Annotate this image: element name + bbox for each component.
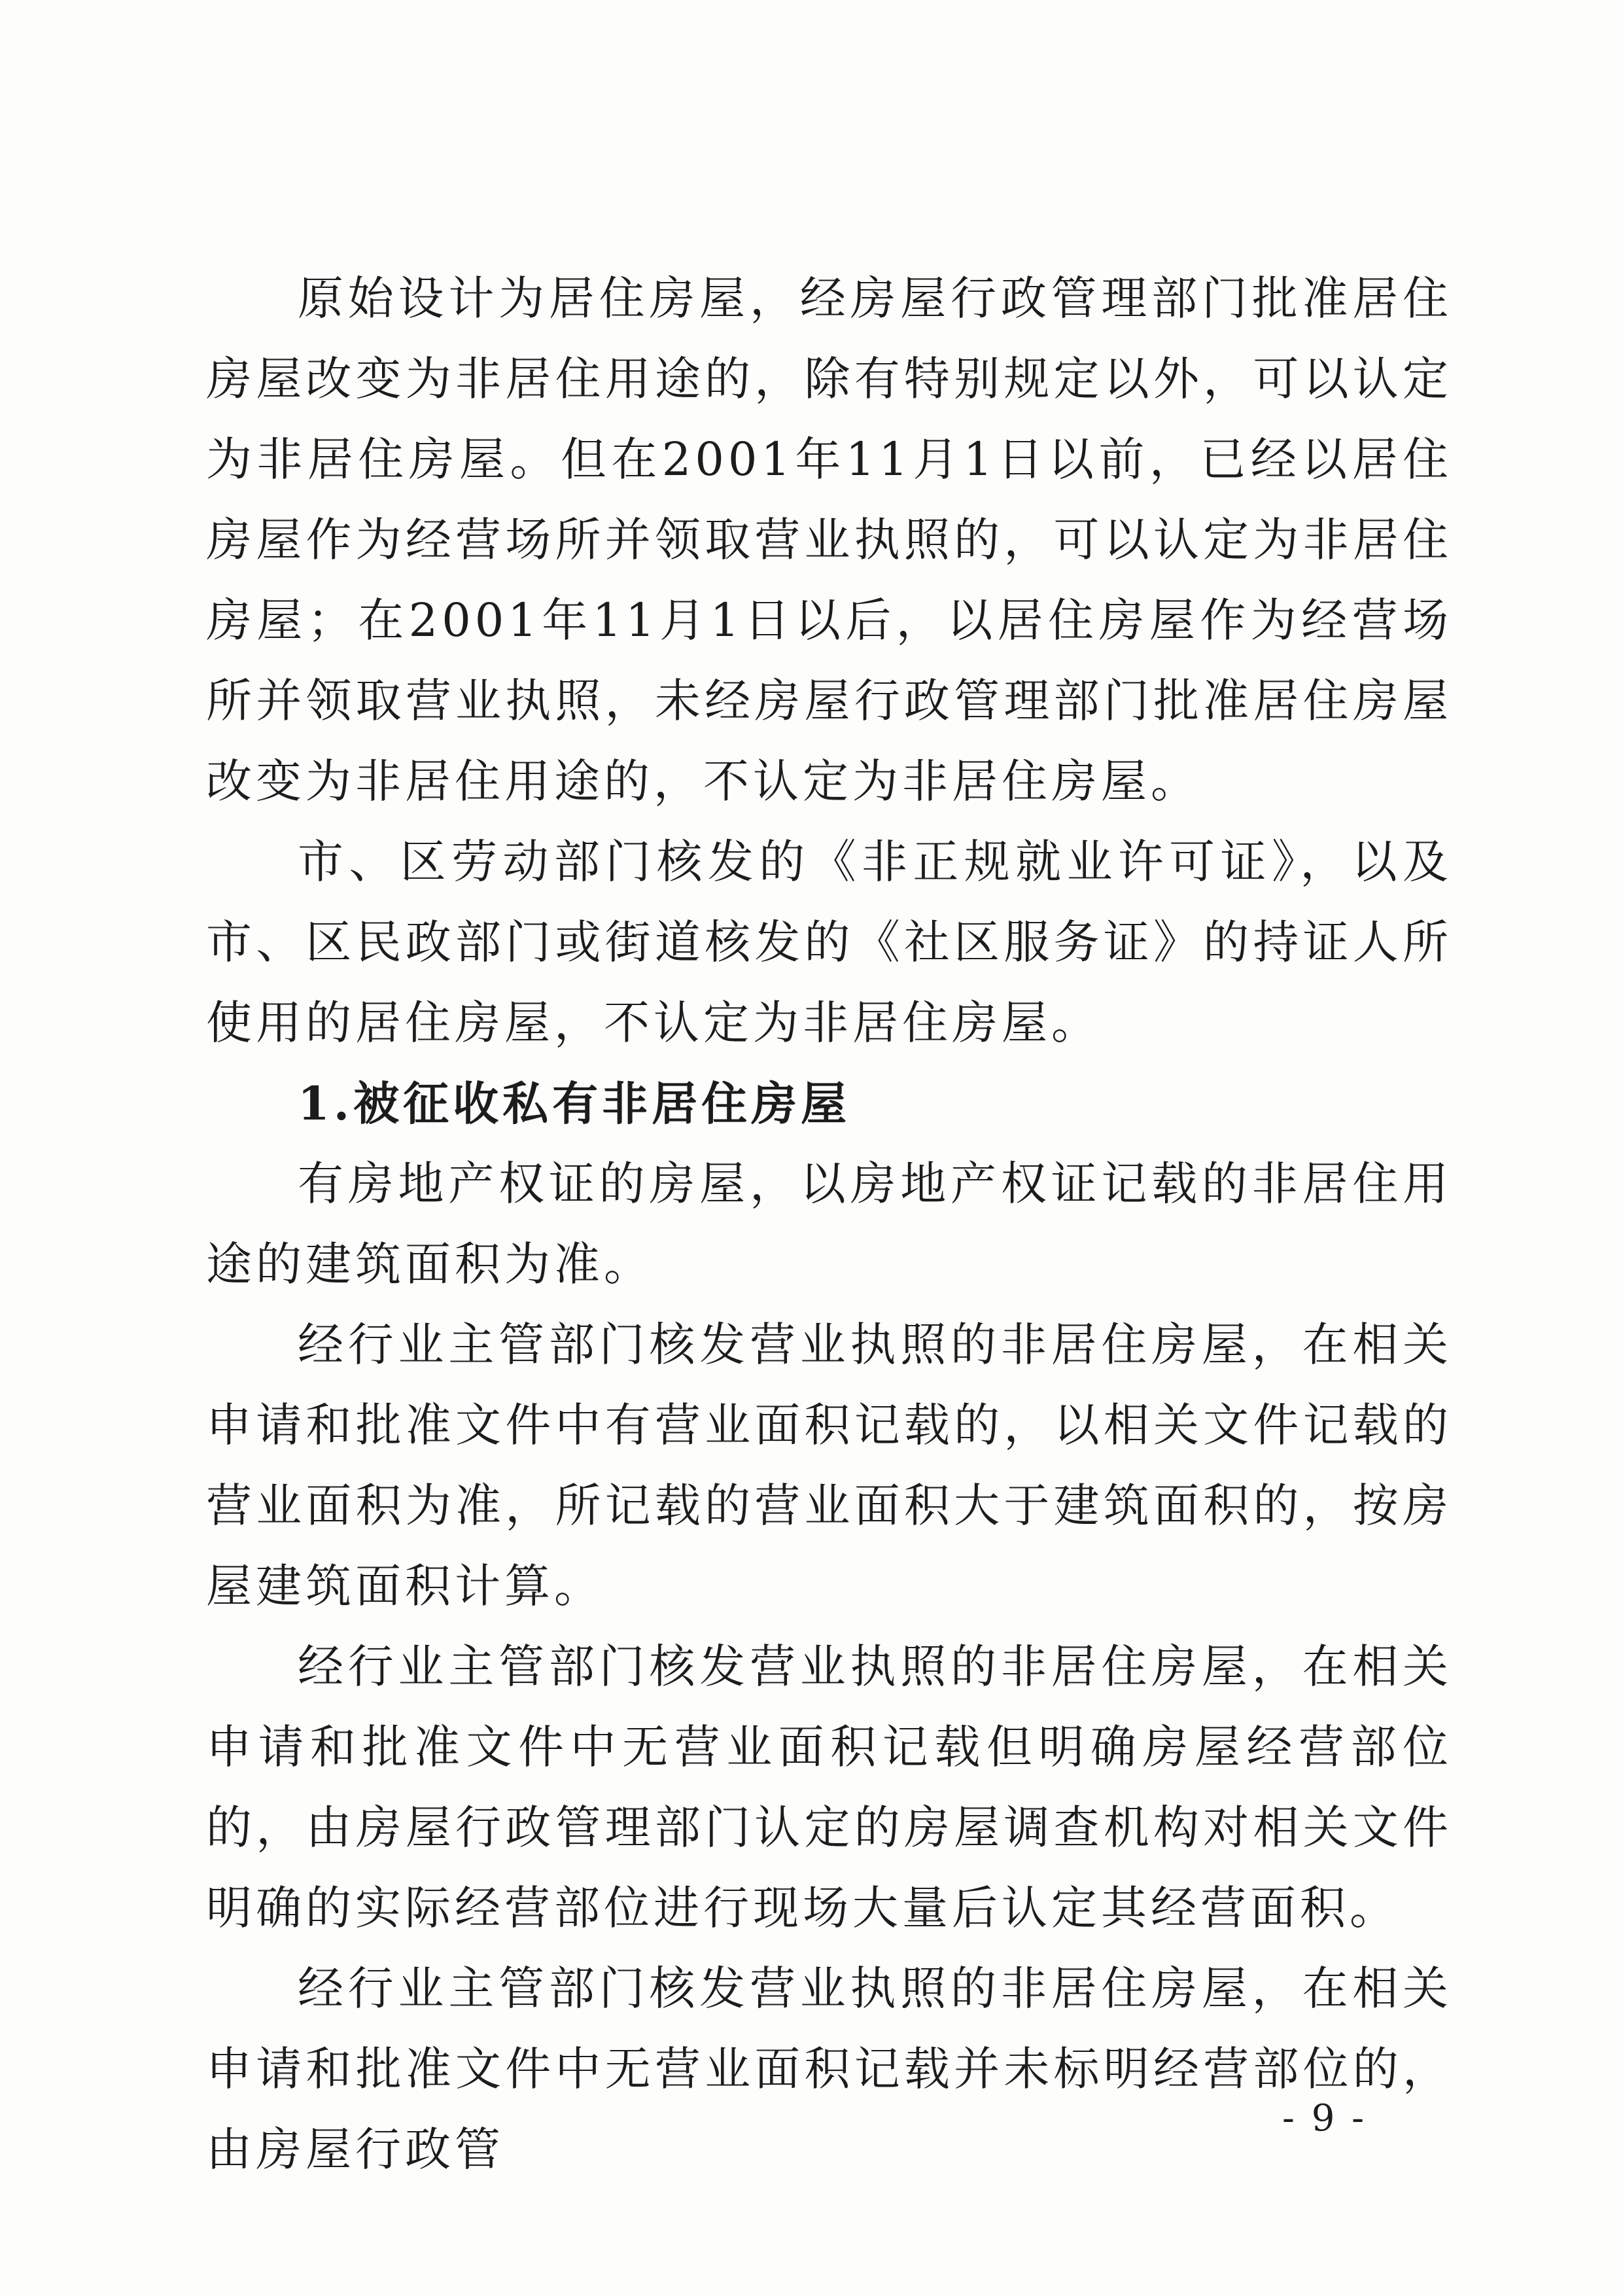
- paragraph-property-certificate: 有房地产权证的房屋，以房地产权证记载的非居住用途的建筑面积为准。: [206, 1157, 1452, 1291]
- paragraph-business-location-specified: 经行业主管部门核发营业执照的非居住房屋，在相关申请和批准文件中无营业面积记载但明确房屋经营部位的，由房屋行政管理部门认定的房屋调查机构对相关文件明确的实际经营部位进行现场大量后认定其经营面积。: [206, 1640, 1452, 1935]
- paragraph-permits: 市、区劳动部门核发的《非正规就业许可证》，以及市、区民政部门或街道核发的《社区服务证》的持证人所使用的居住房屋，不认定为非居住房屋。: [206, 835, 1452, 1050]
- section-heading: 1.被征收私有非居住房屋: [298, 1076, 851, 1131]
- document-body: [206, 258, 1452, 2190]
- paragraph-residential-conversion: 原始设计为居住房屋，经房屋行政管理部门批准居住房屋改变为非居住用途的，除有特别规定以外，可以认定为非居住房屋。但在2001年11月1日以前，已经以居住房屋作为经营场所并领取营业执照的，可以认定为非居住房屋；在2001年11月1日以后，以居住房屋作为经营场所并领取营业执照，未经房屋行政管理部门批准居住房屋改变为非居住用途的，不认定为非居住房屋。: [206, 272, 1452, 808]
- page-number: - 9 -: [1282, 2097, 1367, 2140]
- paragraph-business-area-recorded: 经行业主管部门核发营业执照的非居住房屋，在相关申请和批准文件中有营业面积记载的，以相关文件记载的营业面积为准，所记载的营业面积大于建筑面积的，按房屋建筑面积计算。: [206, 1318, 1452, 1613]
- paragraph-no-area-no-location: 经行业主管部门核发营业执照的非居住房屋，在相关申请和批准文件中无营业面积记载并未标明经营部位的，由房屋行政管: [206, 1962, 1452, 2176]
